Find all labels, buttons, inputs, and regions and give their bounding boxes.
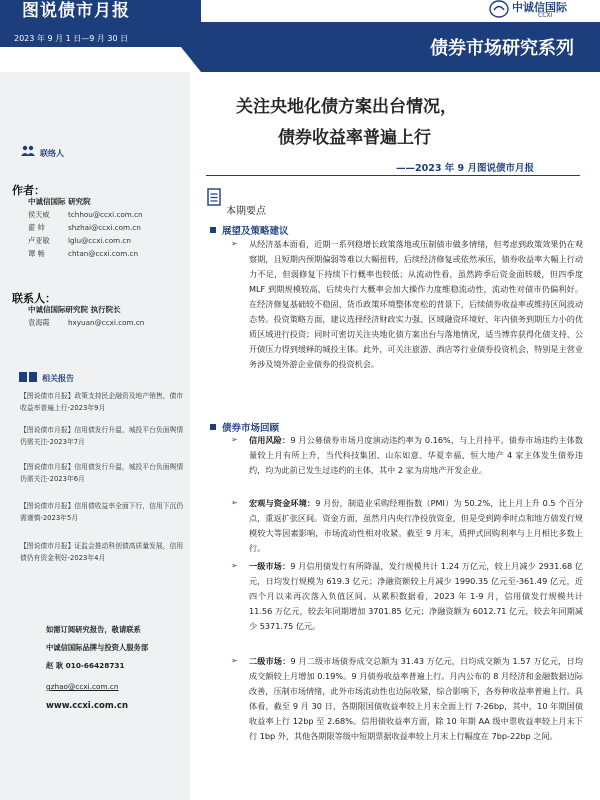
subscribe-org: 中诚信国际品牌与投资人服务部 — [46, 643, 149, 652]
arrow-bullet-icon: ➢ — [231, 561, 238, 570]
arrow-bullet-icon: ➢ — [231, 239, 238, 248]
author-email[interactable]: tchhou@ccxi.com.cn — [68, 210, 143, 219]
highlights-heading: 本期要点 — [226, 206, 266, 217]
website-link[interactable]: www.ccxi.com.cn — [46, 701, 128, 711]
secondary-market-paragraph: 二级市场：9 月二级市场债券成交总额为 31.43 万亿元，日均成交额为 1.57 万亿元，日均成交额较上月增加 0.19%。9 月债券收益率普遍上行。月内公布的 8 月经济和金融数据边际改善，压制市场情绪，此外市场流动性也边际收紧，综合影响下，各券种收益率普遍上行。具体看，截至 9 月 30 日，各期限国债收益率较上月末全面上行 7-26bp，其中，10 年期国债收益率上行 12bp 至 2.68%。信用债收益率方面，除 10 年期 AA 级中票收益率较上月末下行 1bp 外，其他各期限等级中短期票据收益率较上月末上行幅度在 7bp-22bp 之间。 — [249, 656, 583, 741]
related-report-link[interactable]: 【图说债市月报】政策支持民企融资及地产销售，债市收益率普遍上行-2023年9月 — [20, 392, 184, 412]
section-review: 债券市场回顾 — [210, 420, 279, 434]
report-title-line1: 关注央地化债方案出台情况， — [236, 97, 457, 117]
report-subtitle: ——2023 年 9 月图说债市月报 — [396, 163, 534, 174]
author-email[interactable]: chtan@ccxi.com.cn — [68, 249, 139, 258]
authors-org: 中诚信国际 研究院 — [28, 197, 91, 206]
ccxi-logo-icon — [488, 0, 510, 18]
arrow-bullet-icon: ➢ — [231, 656, 238, 665]
section-bullet-icon — [210, 227, 216, 233]
section-bullet-icon — [210, 424, 216, 430]
arrow-bullet-icon: ➢ — [231, 435, 238, 444]
contact-people-icon — [20, 145, 36, 157]
author-email[interactable]: shzhai@ccxi.com.cn — [68, 223, 141, 232]
related-label: 相关报告 — [42, 374, 74, 383]
primary-market-paragraph: 一级市场：9 月信用债发行有所降温，发行规模共计 1.24 万亿元，较上月减少 2931.68 亿元，日均发行规模为 619.3 亿元；净融资额较上月减少 1990.35 亿元至-361.49 亿元，近四个月以来再次落入负值区间。从累积数据看，2023 年 1-9 月，信用债发行规模共计 11.56 万亿元，较去年同期增加 3701.85 亿元；净融资额为 6012.71 亿元，较去年同期减少 5371.75 亿元。 — [249, 561, 583, 631]
credit-risk-paragraph: 信用风险：9 月公募债券市场月度演动违约率为 0.16%，与上月持平。债券市场违约主体数量较上月有所上升，当代科技集团、山东如意、华夏幸福、恒大地产 4 家主体发生债券违约，均为此前已发生过违约的主体，其中 2 家为房地产开发企业。 — [249, 435, 583, 475]
arrow-bullet-icon: ➢ — [231, 498, 238, 507]
section-outlook: 展望及策略建议 — [210, 223, 289, 237]
related-report-link[interactable]: 【图说债市月报】信用债发行升温，城投平台负面舆情仍需关注-2023年6月 — [20, 463, 184, 483]
macro-paragraph: 宏观与资金环境：9 月份，制造业采购经理指数（PMI）为 50.2%，比上月上升 0.5 个百分点，重返扩张区间。资金方面，虽然月内央行净投放资金，但是受到跨季时点和地方债发行规模较大等因素影响，市场流动性相对收紧。截至 9 月末，质押式回购利率与上月相比多数上行。 — [249, 498, 583, 553]
authors-heading: 作者： — [12, 184, 45, 197]
divider — [206, 175, 580, 176]
series-title: 债券市场研究系列 — [430, 38, 574, 59]
related-report-link[interactable]: 【图说债市月报】信用债发行升温，城投平台负面舆情仍需关注-2023年7月 — [20, 426, 184, 446]
contact-label: 联络人 — [40, 149, 64, 158]
author-row: 谭 畅 chtan@ccxi.com.cn — [28, 249, 139, 258]
subscribe-line: 如需订阅研究报告，敬请联系 — [46, 625, 141, 634]
outlook-paragraph: 从经济基本面看，近期一系列稳增长政策落地或压制债市做多情绪，但考虑到政策效果仍在观察期，且短期内预期偏弱等难以大幅扭转，后续经济修复或依然承压，债券收益率大幅上行动力不足，但弱修复下持续下行概率也较低；从流动性看，虽然跨季后资金面转暖，但四季度 MLF 到期规模较高，后续央行大概率会加大操作力度维稳流动性，流动性对债市仍偏利好。在经济修复基础较不稳固、货币政策环境整体宽松的背景下，后续债券收益率或维持区间波动态势。投资策略方面，建议选择经济财政实力强、区域融资环境好、年内债务到期压力小的优质区域进行投资；同时可密切关注央地化债方案出台与落地情况，适当博弈获得化债支持、公开债压力得到缓释的城投主体。此外，可关注旅游、酒店等行业债券投资机会，特别是主营业务涉及境外游企业债券的投资机会。 — [249, 239, 583, 369]
logo-name: 中诚信国际 — [512, 1, 567, 14]
author-row: 卢亚敏 lglu@ccxi.com.cn — [28, 236, 131, 245]
logo-sub: CCXI — [538, 12, 553, 19]
subscribe-email[interactable]: gzhao@ccxi.com.cn — [46, 682, 119, 691]
author-email[interactable]: lglu@ccxi.com.cn — [68, 236, 131, 245]
date-range: 2023 年 9 月 1 日—9 月 30 日 — [14, 34, 129, 43]
related-report-link[interactable]: 【图说债市月报】证监会推动科创债高质量发展，信用债仍有资金利好-2023年4月 — [20, 542, 184, 562]
brand-title: 图说债市月报 — [22, 1, 130, 21]
liaison-org: 中诚信国际研究院 执行院长 — [28, 305, 121, 314]
document-icon — [207, 188, 221, 206]
report-title-line2: 债券收益率普遍上行 — [278, 128, 431, 148]
related-report-link[interactable]: 【图说债市月报】信用债收益率全面下行，信用下沉仍需谨慎-2023年5月 — [20, 502, 184, 522]
liaison-row: 袁海霞 hxyuan@ccxi.com.cn — [28, 318, 145, 327]
liaison-heading: 联系人： — [12, 292, 56, 305]
author-row: 侯天威 tchhou@ccxi.com.cn — [28, 210, 143, 219]
related-reports-icon — [18, 370, 38, 384]
liaison-email[interactable]: hxyuan@ccxi.com.cn — [68, 318, 145, 327]
subscribe-contact: 赵 耿 010-66428731 — [46, 661, 125, 670]
author-row: 翟 帅 shzhai@ccxi.com.cn — [28, 223, 141, 232]
